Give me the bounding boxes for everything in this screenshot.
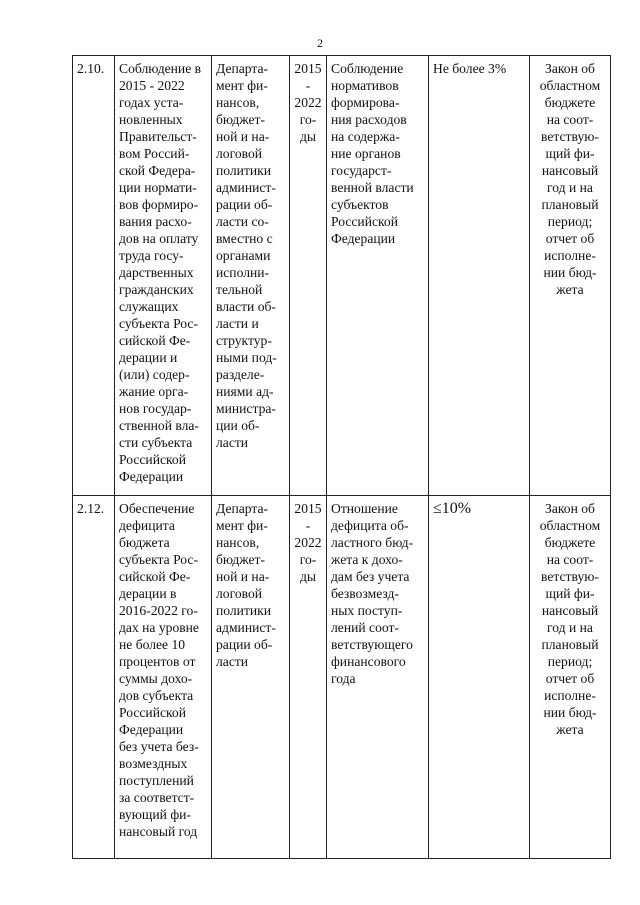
cell-line: ды <box>299 569 317 584</box>
cell-line: жета <box>556 282 584 297</box>
cell-line: 2022 <box>294 535 322 550</box>
cell-line: тельной <box>216 282 263 297</box>
cell-line: поступлений <box>119 773 194 788</box>
value-cell <box>429 496 530 859</box>
cell-line: годах уста- <box>119 95 184 110</box>
measure-cell <box>115 496 212 859</box>
cell-line: труда госу- <box>119 248 184 263</box>
cell-line: не более 10 <box>119 637 186 652</box>
cell-line: ции об- <box>216 418 260 433</box>
cell-line: министра- <box>216 401 276 416</box>
cell-line: дерации и <box>119 350 178 365</box>
cell-line: нии бюд- <box>543 705 597 720</box>
cell-line: отчет об <box>545 231 595 246</box>
document-cell <box>530 56 611 496</box>
period-cell <box>290 496 327 859</box>
cell-line: бюджете <box>544 535 596 550</box>
cell-line: сийской Фе- <box>119 569 191 584</box>
cell-line: политики <box>216 603 272 618</box>
cell-line: ≤10% <box>433 500 472 517</box>
cell-line: субъекта Рос- <box>119 316 198 331</box>
cell-line: сти субъекта <box>119 435 193 450</box>
cell-line: жание орга- <box>119 384 189 399</box>
cell-line: мент фи- <box>216 78 268 93</box>
cell-line: Российской <box>119 705 186 720</box>
cell-line: суммы дохо- <box>119 671 193 686</box>
cell-line: Федерации <box>119 469 184 484</box>
cell-line: год и на <box>547 180 593 195</box>
indicator-cell <box>327 496 429 859</box>
cell-line: рации об- <box>216 197 273 212</box>
cell-line: процентов от <box>119 654 196 669</box>
cell-line: на соот- <box>546 552 594 567</box>
cell-line: 2015 - 2022 <box>119 78 185 93</box>
cell-line: 2016-2022 го- <box>119 603 198 618</box>
cell-line: ной и на- <box>216 129 270 144</box>
cell-line: ветствую- <box>541 569 599 584</box>
cell-line: органами <box>216 248 271 263</box>
cell-line: ской Федера- <box>119 163 196 178</box>
cell-line: Отношение <box>331 501 398 516</box>
cell-line: субъекта Рос- <box>119 552 198 567</box>
cell-line: Федерации <box>331 231 396 246</box>
cell-line: плановый <box>541 637 599 652</box>
cell-line: вующий фи- <box>119 807 191 822</box>
cell-line: дов субъекта <box>119 688 194 703</box>
cell-line: гражданских <box>119 282 194 297</box>
measures-table <box>72 55 611 859</box>
row-number: 2.10. <box>73 56 115 496</box>
cell-line: рации об- <box>216 637 273 652</box>
cell-line: мент фи- <box>216 518 268 533</box>
cell-line: исполне- <box>544 248 596 263</box>
cell-line: жета <box>556 722 584 737</box>
document-cell <box>530 496 611 859</box>
cell-line: лений соот- <box>331 620 399 635</box>
cell-line: (или) содер- <box>119 367 190 382</box>
cell-line: сийской Фе- <box>119 333 191 348</box>
cell-line: Российской <box>331 214 398 229</box>
table-row <box>73 56 611 496</box>
cell-line: го- <box>299 112 317 127</box>
cell-line: бюджет- <box>216 112 266 127</box>
cell-line: возмездных <box>119 756 188 771</box>
cell-line: ния расходов <box>331 112 407 127</box>
cell-line: - <box>305 518 311 533</box>
cell-line: вом Россий- <box>119 146 190 161</box>
cell-line: ных поступ- <box>331 603 403 618</box>
cell-line: ласти и <box>216 316 259 331</box>
cell-line: период; <box>547 654 593 669</box>
cell-line: - <box>305 78 311 93</box>
cell-line: Правительст- <box>119 129 197 144</box>
cell-line: логовой <box>216 146 263 161</box>
cell-line: Российской <box>119 452 186 467</box>
cell-line: новленных <box>119 112 183 127</box>
cell-line: Закон об <box>545 61 595 76</box>
cell-line: Не более 3% <box>433 61 507 76</box>
cell-line: период; <box>547 214 593 229</box>
cell-line: венной власти <box>331 180 414 195</box>
cell-line: нов государ- <box>119 401 192 416</box>
cell-line: нии бюд- <box>543 265 597 280</box>
cell-line: щий фи- <box>545 146 595 161</box>
cell-line: ласти <box>216 435 249 450</box>
cell-line: дах на уровне <box>119 620 199 635</box>
cell-line: Департа- <box>216 61 269 76</box>
cell-line: нансов, <box>216 95 260 110</box>
responsible-cell <box>212 496 290 859</box>
row-number: 2.12. <box>73 496 115 859</box>
cell-line: админист- <box>216 620 276 635</box>
cell-line: 2015 <box>294 501 322 516</box>
cell-line: ласти со- <box>216 214 269 229</box>
cell-line: ветствующего <box>331 637 413 652</box>
cell-line: нансовый год <box>119 824 198 839</box>
cell-line: отчет об <box>545 671 595 686</box>
cell-line: структур- <box>216 333 272 348</box>
cell-line: жета к дохо- <box>331 552 403 567</box>
cell-line: плановый <box>541 197 599 212</box>
cell-line: дефицита об- <box>331 518 409 533</box>
cell-line: вместно с <box>216 231 273 246</box>
cell-line: исполне- <box>544 688 596 703</box>
cell-line: 2015 <box>294 61 322 76</box>
cell-line: года <box>331 671 356 686</box>
cell-line: нансовый <box>541 603 599 618</box>
cell-line: ной и на- <box>216 569 270 584</box>
cell-line: го- <box>299 552 317 567</box>
cell-line: дарственных <box>119 265 194 280</box>
cell-line: Соблюдение в <box>119 61 202 76</box>
cell-line: Обеспечение <box>119 501 195 516</box>
cell-line: админист- <box>216 180 276 195</box>
cell-line: ние органов <box>331 146 401 161</box>
cell-line: год и на <box>547 620 593 635</box>
cell-line: ластного бюд- <box>331 535 414 550</box>
measure-cell <box>115 56 212 496</box>
cell-line: служащих <box>119 299 179 314</box>
cell-line: дов на оплату <box>119 231 199 246</box>
indicator-cell <box>327 56 429 496</box>
cell-line: нормативов <box>331 78 399 93</box>
cell-line: финансового <box>331 654 406 669</box>
cell-line: дерации в <box>119 586 177 601</box>
cell-line: нансовый <box>541 163 599 178</box>
cell-line: дефицита <box>119 518 175 533</box>
cell-line: власти об- <box>216 299 276 314</box>
page-number: 2 <box>317 36 323 50</box>
cell-line: без учета без- <box>119 739 199 754</box>
cell-line: исполни- <box>216 265 270 280</box>
cell-line: вания расхо- <box>119 214 192 229</box>
cell-line: безвозмезд- <box>331 586 399 601</box>
cell-line: бюджет- <box>216 552 266 567</box>
cell-line: на содержа- <box>331 129 400 144</box>
cell-line: субъектов <box>331 197 389 212</box>
value-cell <box>429 56 530 496</box>
cell-line: нансов, <box>216 535 260 550</box>
cell-line: ды <box>299 129 317 144</box>
cell-line: Закон об <box>545 501 595 516</box>
cell-line: формирова- <box>331 95 400 110</box>
cell-line: на соот- <box>546 112 594 127</box>
cell-line: вов формиро- <box>119 197 199 212</box>
cell-line: разделе- <box>216 367 265 382</box>
cell-line: бюджете <box>544 95 596 110</box>
cell-line: ветствую- <box>541 129 599 144</box>
cell-line: государст- <box>331 163 392 178</box>
cell-line: Соблюдение <box>331 61 404 76</box>
cell-line: ласти <box>216 654 249 669</box>
cell-line: ными под- <box>216 350 277 365</box>
cell-line: Департа- <box>216 501 269 516</box>
cell-line: бюджета <box>119 535 170 550</box>
cell-line: политики <box>216 163 272 178</box>
period-cell <box>290 56 327 496</box>
cell-line: ственной вла- <box>119 418 199 433</box>
cell-line: ции нормати- <box>119 180 197 195</box>
cell-line: щий фи- <box>545 586 595 601</box>
cell-line: областном <box>539 78 601 93</box>
cell-line: ниями ад- <box>216 384 274 399</box>
cell-line: логовой <box>216 586 263 601</box>
table-row <box>73 496 611 859</box>
responsible-cell <box>212 56 290 496</box>
cell-line: за соответст- <box>119 790 195 805</box>
cell-line: 2022 <box>294 95 322 110</box>
cell-line: областном <box>539 518 601 533</box>
cell-line: Федерации <box>119 722 184 737</box>
cell-line: дам без учета <box>331 569 410 584</box>
